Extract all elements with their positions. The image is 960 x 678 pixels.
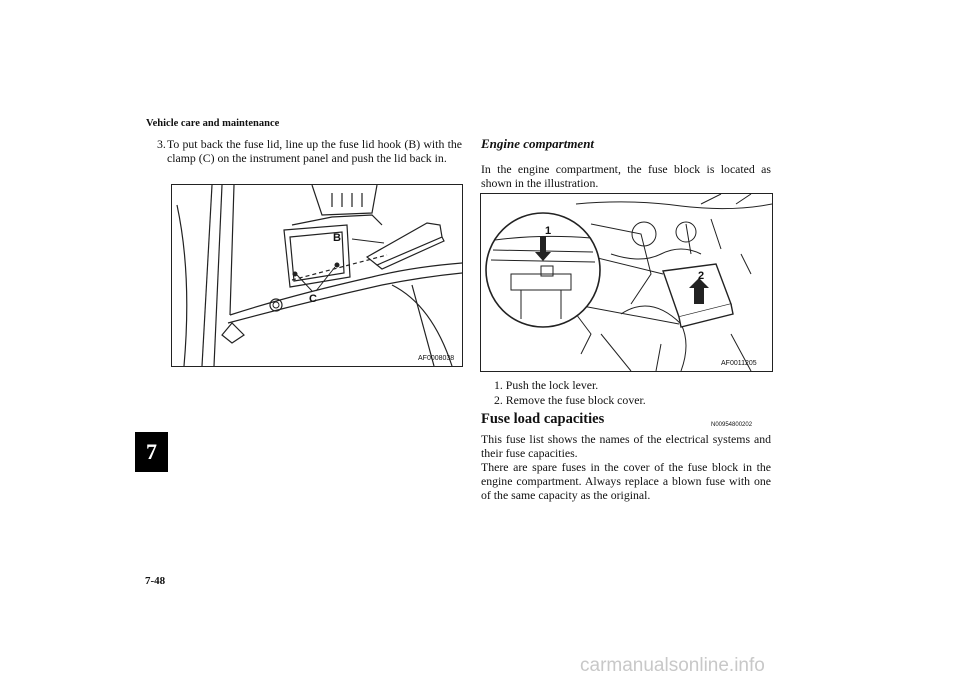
label-b: B: [333, 232, 341, 244]
step-push-lock-lever: 1. Push the lock lever.: [494, 378, 599, 392]
label-c: C: [309, 293, 317, 305]
step-3-text: To put back the fuse lid, line up the fuse lid hook (B) with the clamp (C) on the instrument panel and push the lid back in.: [167, 137, 462, 165]
engine-fuse-block-illustration: [480, 193, 773, 372]
figure-code: AF0008038: [418, 355, 455, 362]
label-2: 2: [698, 270, 705, 282]
fuse-paragraph-1: This fuse list shows the names of the electrical systems and their fuse capacities.: [481, 432, 771, 460]
engine-fuse-block-drawing: [481, 194, 772, 371]
figure-code: AF0011205: [721, 360, 757, 367]
label-1: 1: [545, 225, 552, 237]
engine-compartment-heading: Engine compartment: [481, 136, 595, 151]
section-header: Vehicle care and maintenance: [146, 118, 280, 129]
step-3: [157, 137, 462, 165]
engine-compartment-paragraph: In the engine compartment, the fuse block is located as shown in the illustration.: [481, 162, 771, 190]
watermark: carmanualsonline.info: [580, 655, 765, 676]
page-number: 7-48: [145, 575, 166, 587]
fuse-lid-illustration: [171, 184, 463, 367]
fuse-paragraph-2: There are spare fuses in the cover of the fuse block in the engine compartment. Always replace a blown fuse with one of the same capacity as the original.: [481, 460, 771, 502]
chapter-tab: 7: [135, 432, 168, 472]
step-3-number: 3.: [157, 137, 166, 151]
fuse-load-capacities-heading: Fuse load capacities: [481, 411, 605, 427]
fuse-lid-drawing: [172, 185, 462, 366]
reference-code: N00954800202: [711, 422, 753, 428]
step-remove-cover: 2. Remove the fuse block cover.: [494, 393, 646, 407]
